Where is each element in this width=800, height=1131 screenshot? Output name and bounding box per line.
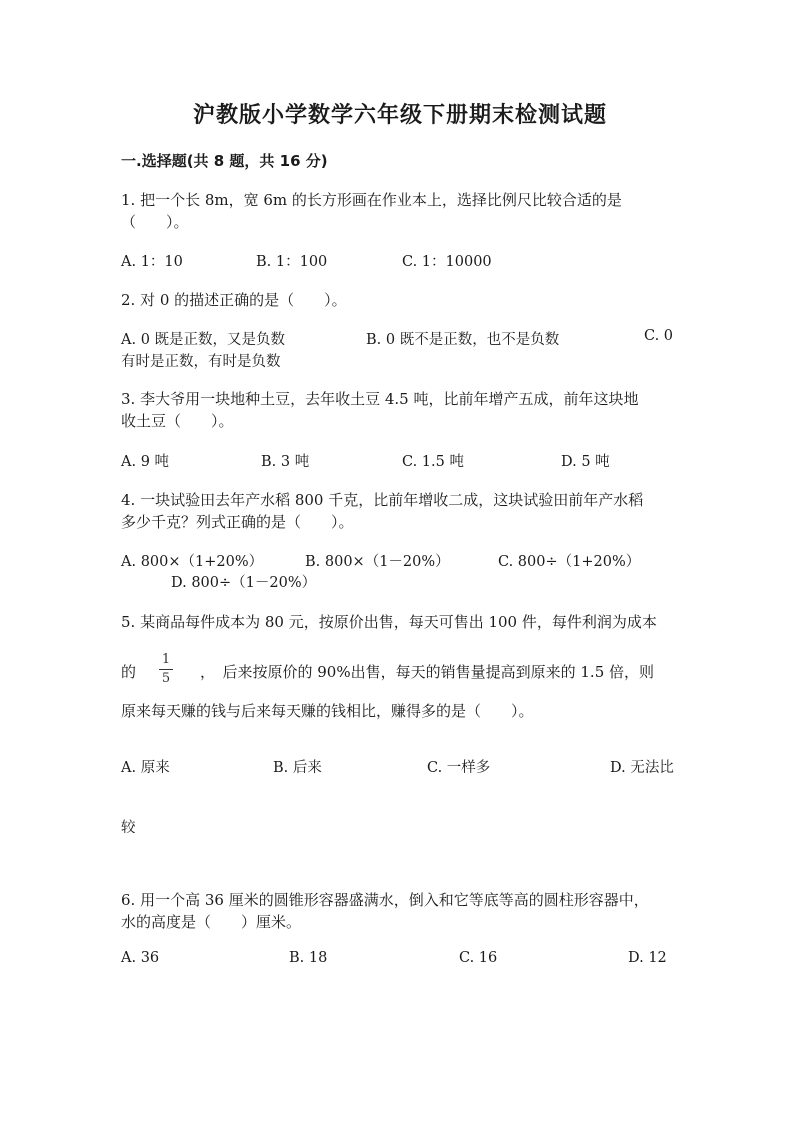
question-4-option-b: B. 800×（1－20%） — [305, 554, 450, 570]
question-1-option-c: C. 1：10000 — [402, 254, 492, 270]
fraction-denominator: 5 — [161, 671, 171, 686]
question-1-text: 1. 把一个长 8m，宽 6m 的长方形画在作业本上，选择比例尺比较合适的是 — [121, 191, 622, 209]
question-5-option-c: C. 一样多 — [427, 760, 491, 776]
question-5-option-b: B. 后来 — [273, 760, 322, 776]
question-3-text: 3. 李大爷用一块地种土豆，去年收土豆 4.5 吨，比前年增产五成，前年这块地 — [121, 390, 639, 408]
question-3-text-cont: 收土豆（ ）。 — [121, 412, 234, 430]
question-6-text: 6. 用一个高 36 厘米的圆锥形容器盛满水，倒入和它等底等高的圆柱形容器中， — [121, 891, 649, 909]
question-2-option-b: B. 0 既不是正数，也不是负数 — [366, 332, 560, 348]
question-3-option-a: A. 9 吨 — [121, 454, 170, 470]
question-6-option-d: D. 12 — [628, 950, 667, 966]
question-2-option-c: C. 0 — [644, 328, 674, 344]
page-title: 沪教版小学数学六年级下册期末检测试题 — [192, 102, 607, 128]
section-heading: 一.选择题(共 8 题，共 16 分) — [121, 152, 328, 170]
fraction-bar — [159, 669, 173, 670]
question-3-option-c: C. 1.5 吨 — [402, 454, 464, 470]
question-4-text-cont: 多少千克？列式正确的是（ ）。 — [121, 513, 354, 531]
question-5-option-d-cont: 较 — [121, 820, 136, 836]
question-6-option-b: B. 18 — [289, 950, 328, 966]
question-4-text: 4. 一块试验田去年产水稻 800 千克，比前年增收二成，这块试验田前年产水稻 — [121, 491, 644, 509]
question-1-option-a: A. 1：10 — [121, 254, 183, 270]
question-4-option-c: C. 800÷（1+20%） — [498, 554, 641, 570]
question-5-option-d: D. 无法比 — [610, 760, 674, 776]
question-1-text-cont: （ ）。 — [121, 213, 189, 231]
question-6-option-a: A. 36 — [121, 950, 160, 966]
question-5-text: 5. 某商品每件成本为 80 元，按原价出售，每天可售出 100 件，每件利润为成本 — [121, 613, 657, 631]
question-5-text-cont: 原来每天赚的钱与后来每天赚的钱相比，赚得多的是（ ）。 — [121, 702, 534, 720]
question-6-text-cont: 水的高度是（ ）厘米。 — [121, 913, 302, 931]
question-5-text-pre: 的 — [121, 663, 137, 681]
fraction-one-fifth — [159, 653, 173, 686]
question-4-option-a: A. 800×（1+20%） — [121, 554, 264, 570]
question-3-option-d: D. 5 吨 — [561, 454, 610, 470]
question-2-option-a: A. 0 既是正数，又是负数 — [121, 332, 286, 348]
question-2-text: 2. 对 0 的描述正确的是（ ）。 — [121, 291, 347, 309]
question-1-option-b: B. 1：100 — [256, 254, 328, 270]
question-3-option-b: B. 3 吨 — [261, 454, 310, 470]
question-2-option-c-cont: 有时是正数，有时是负数 — [121, 354, 281, 370]
question-5-option-a: A. 原来 — [121, 760, 170, 776]
question-6-option-c: C. 16 — [459, 950, 498, 966]
question-5-text-post: ， 后来按原价的 90%出售，每天的销售量提高到原来的 1.5 倍，则 — [200, 663, 655, 681]
question-4-option-d: D. 800÷（1－20%） — [171, 575, 317, 591]
fraction-numerator: 1 — [161, 652, 171, 667]
